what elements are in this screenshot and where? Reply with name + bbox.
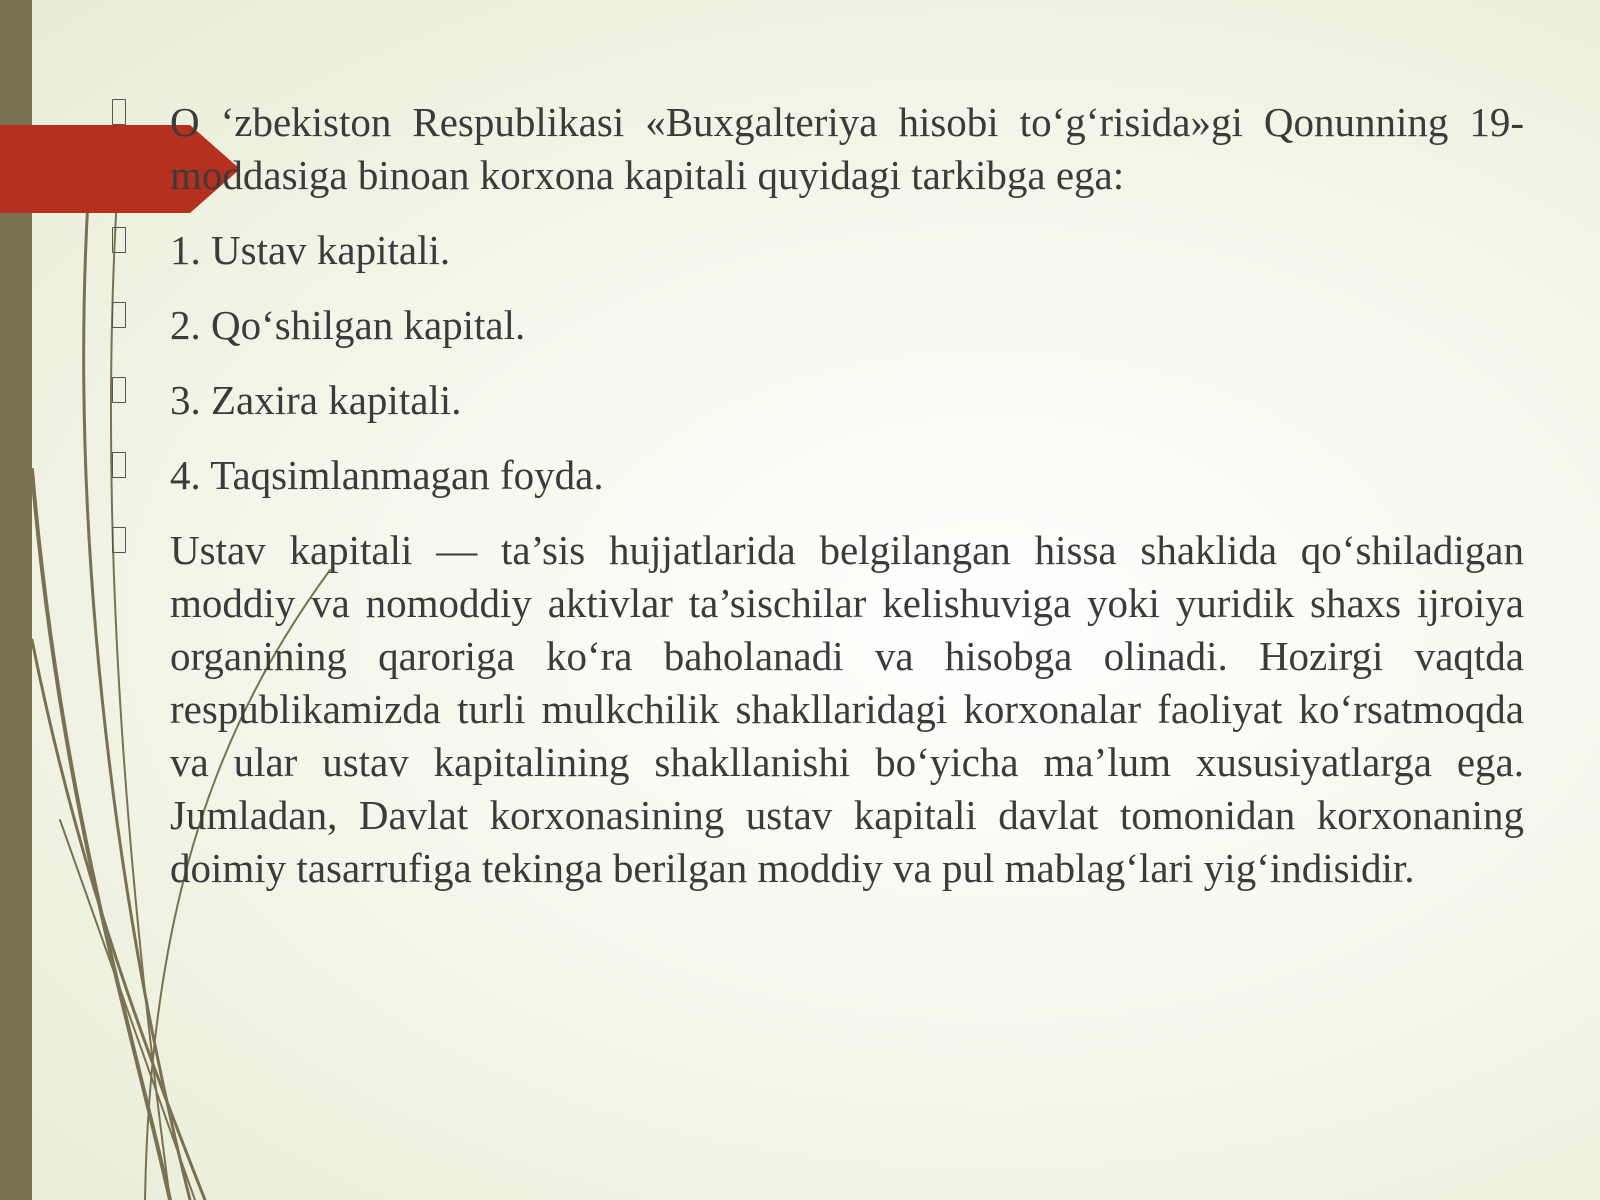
- list-item-text: O ‘zbekiston Respublikasi «Buxgalteriya hisobi to‘g‘risida»gi Qonunning 19-moddasiga binoan korxona kapitali quyidagi tarkibga ega:: [170, 99, 1524, 198]
- square-bullet-icon: [112, 99, 126, 125]
- list-item-text: Ustav kapitali — ta’sis hujjatlarida belgilangan hissa shaklida qo‘shiladigan moddiy va nomoddiy aktivlar ta’sischilar kelishuviga yoki yuridik shaxs ijroiya organining qaroriga ko‘ra baholanadi va hisobga olinadi. Hozirgi vaqtda respublikamizda turli mulkchilik shakllaridagi korxonalar faoliyat ko‘rsatmoqda va ular ustav kapitalining shakllanishi bo‘yicha ma’lum xususiyatlarga ega. Jumladan, Davlat korxonasining ustav kapitali davlat tomonidan korxonaning doimiy tasarrufiga tekinga berilgan moddiy va pul mablag‘lari yig‘indisidir.: [170, 527, 1524, 891]
- list-item: [112, 374, 1524, 427]
- list-item: [112, 449, 1524, 502]
- square-bullet-icon: [112, 527, 126, 553]
- square-bullet-icon: [112, 377, 126, 403]
- list-item: [112, 224, 1524, 277]
- list-item-text: 3. Zaxira kapitali.: [170, 377, 462, 423]
- list-item-text: 2. Qo‘shilgan kapital.: [170, 302, 526, 348]
- square-bullet-icon: [112, 227, 126, 253]
- list-item-text: 1. Ustav kapitali.: [170, 227, 451, 273]
- square-bullet-icon: [112, 302, 126, 328]
- list-item: [112, 299, 1524, 352]
- list-item-text: 4. Taqsimlanmagan foyda.: [170, 452, 604, 498]
- bullet-list: [112, 96, 1524, 895]
- list-item: [112, 96, 1524, 202]
- list-item: [112, 524, 1524, 895]
- square-bullet-icon: [112, 452, 126, 478]
